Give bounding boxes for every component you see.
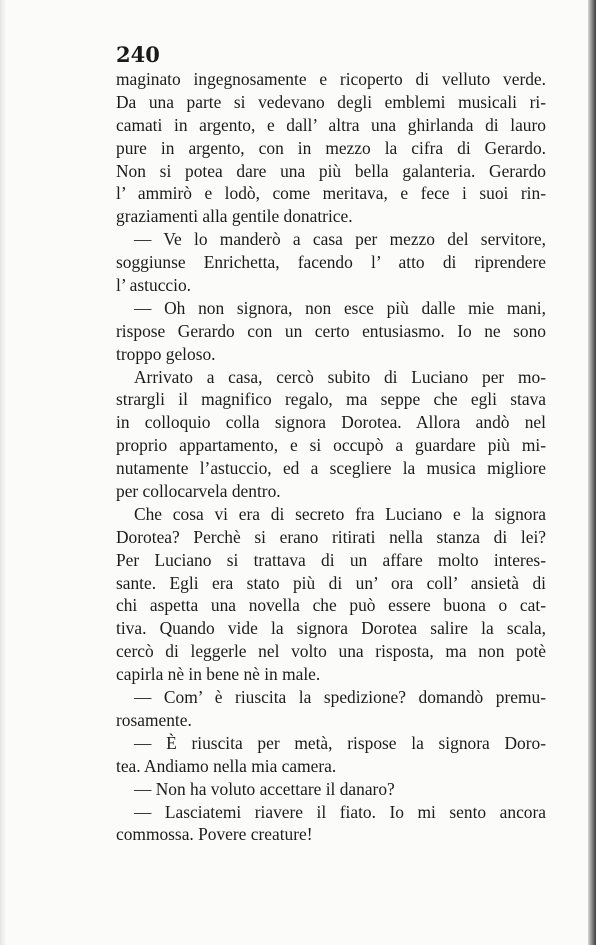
page-number: 240	[116, 42, 160, 67]
text-line: — Lasciatemi riavere il fiato. Io mi sento ancora	[134, 801, 546, 822]
text-line: Arrivato a casa, cercò subito di Luciano per mo-	[134, 366, 546, 387]
text-line: maginato ingegnosamente e ricoperto di velluto verde.	[116, 69, 546, 89]
text-line: cercò di leggerle nel volto una risposta, ma non potè	[116, 641, 546, 662]
text-line: l’ astuccio.	[116, 275, 192, 296]
text-line: troppo geloso.	[116, 343, 216, 364]
text-line: — È riuscita per metà, rispose la signora Doro-	[134, 732, 546, 753]
text-line: Che cosa vi era di secreto fra Luciano e la signora	[134, 503, 546, 524]
text-line: capirla nè in bene nè in male.	[116, 664, 321, 685]
text-line: per collocarvela dentro.	[116, 481, 281, 502]
text-line: chi aspetta una novella che può essere buona o cat-	[116, 595, 546, 616]
body-text	[116, 68, 546, 846]
text-line: Per Luciano si trattava di un affare molto interes-	[116, 549, 546, 570]
text-line: sante. Egli era stato più di un’ ora coll’ ansietà di	[116, 572, 546, 593]
text-line: tiva. Quando vide la signora Dorotea salire la scala,	[116, 618, 546, 639]
text-line: in colloquio colla signora Dorotea. Allora andò nel	[116, 412, 546, 433]
text-line: — Oh non signora, non esce più dalle mie mani,	[134, 297, 546, 318]
text-line: proprio appartamento, e si occupò a guardare più mi-	[116, 435, 546, 456]
text-line: — Com’ è riuscita la spedizione? domandò premu-	[134, 687, 546, 708]
text-line: l’ ammirò e lodò, come meritava, e fece i suoi rin-	[116, 183, 546, 204]
text-line: rosamente.	[116, 709, 192, 730]
page-right-edge-shadow	[588, 0, 596, 945]
text-line: soggiunse Enrichetta, facendo l’ atto di riprendere	[116, 252, 546, 273]
text-line: strargli il magnifico regalo, ma seppe che egli stava	[116, 389, 546, 410]
text-line: Non si potea dare una più bella galanteria. Gerardo	[116, 160, 546, 181]
text-line: — Non ha voluto accettare il danaro?	[134, 778, 395, 799]
text-line: camati in argento, e dall’ altra una ghirlanda di lauro	[116, 114, 546, 135]
page-left-edge	[0, 0, 6, 945]
text-line: graziamenti alla gentile donatrice.	[116, 206, 353, 227]
text-line: Da una parte si vedevano degli emblemi musicali ri-	[116, 91, 546, 112]
text-line: pure in argento, con in mezzo la cifra di Gerardo.	[116, 137, 546, 158]
text-line: nutamente l’astuccio, ed a scegliere la musica migliore	[116, 458, 546, 479]
text-line: Dorotea? Perchè si erano ritirati nella stanza di lei?	[116, 526, 546, 547]
text-line: commossa. Povere creature!	[116, 824, 313, 845]
text-line: — Ve lo manderò a casa per mezzo del servitore,	[134, 229, 546, 250]
text-line: rispose Gerardo con un certo entusiasmo. Io ne sono	[116, 320, 546, 341]
text-line: tea. Andiamo nella mia camera.	[116, 755, 337, 776]
